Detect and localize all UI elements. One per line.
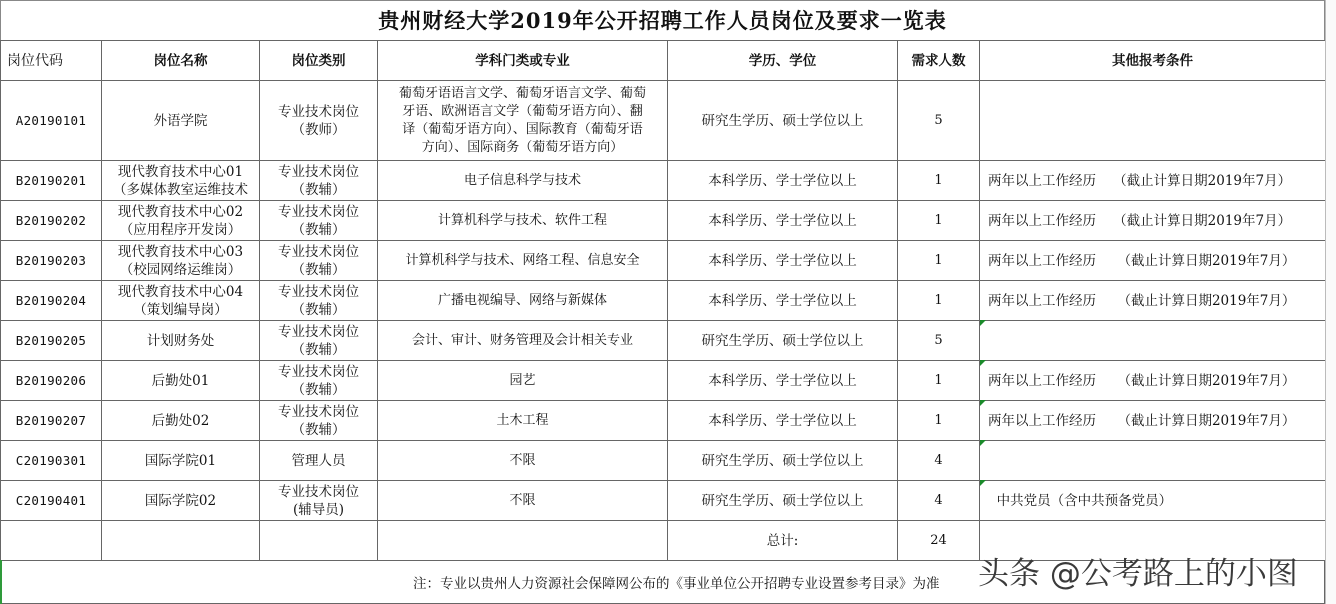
cell-category-line1: 专业技术岗位 (278, 203, 359, 220)
table-row (1, 481, 1326, 521)
table-row (1, 401, 1326, 441)
cell-count[interactable]: 1 (898, 361, 980, 401)
cell-category-line2: （教辅） (291, 261, 346, 278)
cell-other[interactable]: 两年以上工作经历 （截止计算日期2019年7月） (980, 281, 1326, 321)
cell-code[interactable]: B20190205 (1, 321, 102, 361)
cell-name-line2: （应用程序开发岗） (119, 221, 242, 238)
cell-other[interactable] (980, 321, 1326, 361)
cell-category-line2: （教师） (291, 121, 346, 138)
cell-category-line2: (辅导员) (292, 501, 345, 518)
cell-category[interactable] (260, 321, 378, 361)
cell-major[interactable] (378, 321, 668, 361)
comment-marker-icon (980, 480, 986, 486)
cell-name[interactable] (102, 361, 260, 401)
table-row (1, 201, 1326, 241)
watermark: 头条 @公考路上的小图 (978, 556, 1298, 592)
table-title: 贵州财经大学2019年公开招聘工作人员岗位及要求一览表 (0, 0, 1325, 40)
cell-code[interactable]: B20190202 (1, 201, 102, 241)
cell-major-line: 土木工程 (496, 412, 549, 428)
cell-category-line2: （教辅） (291, 301, 346, 318)
cell-degree[interactable]: 本科学历、学士学位以上 (668, 361, 898, 401)
comment-marker-icon (980, 360, 986, 366)
cell-count[interactable]: 1 (898, 241, 980, 281)
cell-category-line1: 专业技术岗位 (278, 363, 359, 380)
table-row (1, 441, 1326, 481)
cell-degree[interactable]: 研究生学历、硕士学位以上 (668, 81, 898, 161)
total-empty-cell[interactable] (378, 521, 668, 561)
cell-count[interactable]: 1 (898, 161, 980, 201)
header-count[interactable]: 需求人数 (898, 41, 980, 81)
cell-name[interactable] (102, 81, 260, 161)
cell-category[interactable] (260, 201, 378, 241)
cell-major[interactable] (378, 481, 668, 521)
cell-name-line2: （策划编导岗） (133, 301, 228, 318)
cell-category-line1: 专业技术岗位 (278, 103, 359, 120)
cell-category-line1: 专业技术岗位 (278, 243, 359, 260)
grid-edge (1325, 0, 1336, 604)
table-row (1, 241, 1326, 281)
cell-major-line: 牙语、欧洲语言文学（葡萄牙语方向）、翻 (402, 103, 643, 119)
cell-category-line2: （教辅） (291, 341, 346, 358)
cell-major[interactable] (378, 241, 668, 281)
cell-major-line: 电子信息科学与技术 (463, 172, 581, 188)
cell-code[interactable]: B20190204 (1, 281, 102, 321)
cell-major-line: 不限 (509, 452, 536, 468)
cell-category[interactable] (260, 481, 378, 521)
cell-other[interactable]: 两年以上工作经历 （截止计算日期2019年7月） (980, 241, 1326, 281)
cell-name[interactable] (102, 481, 260, 521)
cell-count[interactable]: 5 (898, 321, 980, 361)
cell-degree[interactable]: 本科学历、学士学位以上 (668, 281, 898, 321)
cell-degree[interactable]: 本科学历、学士学位以上 (668, 161, 898, 201)
header-other[interactable]: 其他报考条件 (980, 41, 1326, 81)
cell-count[interactable]: 4 (898, 441, 980, 481)
cell-code[interactable]: A20190101 (1, 81, 102, 161)
table-row (1, 81, 1326, 161)
cell-category[interactable] (260, 161, 378, 201)
cell-category-line1: 专业技术岗位 (278, 483, 359, 500)
cell-code[interactable]: C20190401 (1, 481, 102, 521)
cell-name[interactable] (102, 441, 260, 481)
cell-category-line1: 专业技术岗位 (278, 323, 359, 340)
cell-major[interactable] (378, 201, 668, 241)
cell-name-line1: 现代教育技术中心01 (117, 163, 244, 180)
table-row (1, 321, 1326, 361)
total-empty-cell[interactable] (1, 521, 102, 561)
header-degree[interactable]: 学历、学位 (668, 41, 898, 81)
total-label[interactable]: 总计: (668, 521, 898, 561)
selection-edge (0, 560, 2, 604)
cell-category[interactable] (260, 281, 378, 321)
cell-major[interactable] (378, 161, 668, 201)
cell-name-line2: （多媒体教室运维技术 (113, 181, 248, 198)
cell-major-line: 园艺 (509, 372, 536, 388)
cell-category[interactable] (260, 361, 378, 401)
cell-name[interactable] (102, 201, 260, 241)
cell-category[interactable] (260, 241, 378, 281)
cell-major-line: 广播电视编导、网络与新媒体 (437, 292, 607, 308)
cell-degree[interactable]: 本科学历、学士学位以上 (668, 241, 898, 281)
cell-major[interactable] (378, 81, 668, 161)
cell-name-line1: 现代教育技术中心03 (117, 243, 244, 260)
cell-category-line2: （教辅） (291, 221, 346, 238)
cell-category[interactable] (260, 441, 378, 481)
cell-major[interactable] (378, 401, 668, 441)
cell-count[interactable]: 5 (898, 81, 980, 161)
cell-major-line: 计算机科学与技术、软件工程 (437, 212, 607, 228)
cell-name-line2: （校园网络运维岗） (119, 261, 242, 278)
header-major[interactable]: 学科门类或专业 (378, 41, 668, 81)
cell-name[interactable] (102, 321, 260, 361)
cell-code[interactable]: B20190207 (1, 401, 102, 441)
comment-marker-icon (980, 400, 986, 406)
cell-major[interactable] (378, 361, 668, 401)
cell-count[interactable]: 4 (898, 481, 980, 521)
cell-name[interactable] (102, 241, 260, 281)
cell-category[interactable] (260, 401, 378, 441)
cell-category-line2: （教辅） (291, 421, 346, 438)
cell-major-line: 会计、审计、财务管理及会计相关专业 (411, 332, 633, 348)
header-code[interactable]: 岗位代码 (1, 41, 102, 81)
cell-category[interactable] (260, 81, 378, 161)
cell-category-line1: 专业技术岗位 (278, 163, 359, 180)
total-empty-cell[interactable] (260, 521, 378, 561)
footnote: 注：专业以贵州人力资源社会保障网公布的《事业单位公开招聘专业设置参考目录》为准 (413, 576, 940, 592)
cell-other[interactable]: 两年以上工作经历 （截止计算日期2019年7月） (980, 201, 1326, 241)
cell-name[interactable] (102, 401, 260, 441)
cell-category-line1: 管理人员 (291, 452, 346, 469)
cell-major-line: 译（葡萄牙语方向）、国际教育（葡萄牙语 (402, 121, 643, 137)
cell-name[interactable] (102, 161, 260, 201)
header-name[interactable]: 岗位名称 (102, 41, 260, 81)
cell-count[interactable]: 1 (898, 281, 980, 321)
cell-count[interactable]: 1 (898, 201, 980, 241)
cell-category-line2: （教辅） (291, 181, 346, 198)
total-count[interactable]: 24 (898, 521, 980, 561)
cell-major[interactable] (378, 281, 668, 321)
header-row (1, 41, 1326, 81)
cell-degree[interactable]: 本科学历、学士学位以上 (668, 201, 898, 241)
cell-name-line1: 后勤处01 (151, 372, 210, 389)
cell-name-line1: 现代教育技术中心02 (117, 203, 244, 220)
cell-major[interactable] (378, 441, 668, 481)
cell-name[interactable] (102, 281, 260, 321)
cell-major-line: 葡萄牙语语言文学、葡萄牙语言文学、葡萄 (398, 85, 646, 101)
cell-code[interactable]: C20190301 (1, 441, 102, 481)
cell-degree[interactable]: 本科学历、学士学位以上 (668, 401, 898, 441)
cell-count[interactable]: 1 (898, 401, 980, 441)
cell-name-line1: 计划财务处 (146, 332, 215, 349)
cell-code[interactable]: B20190201 (1, 161, 102, 201)
cell-category-line2: （教辅） (291, 381, 346, 398)
cell-name-line1: 后勤处02 (151, 412, 210, 429)
total-empty-cell[interactable] (102, 521, 260, 561)
cell-code[interactable]: B20190206 (1, 361, 102, 401)
table-row (1, 281, 1326, 321)
cell-degree[interactable]: 研究生学历、硕士学位以上 (668, 321, 898, 361)
cell-major-line: 方向）、国际商务（葡萄牙语方向） (421, 139, 624, 155)
cell-degree[interactable]: 研究生学历、硕士学位以上 (668, 481, 898, 521)
cell-other[interactable] (980, 81, 1326, 161)
cell-category-line1: 专业技术岗位 (278, 283, 359, 300)
table-row (1, 161, 1326, 201)
cell-other[interactable]: 中共党员（含中共预备党员） (980, 481, 1326, 521)
cell-degree[interactable]: 研究生学历、硕士学位以上 (668, 441, 898, 481)
cell-code[interactable]: B20190203 (1, 241, 102, 281)
cell-other[interactable]: 两年以上工作经历 （截止计算日期2019年7月） (980, 401, 1326, 441)
cell-major-line: 不限 (509, 492, 536, 508)
cell-name-line1: 现代教育技术中心04 (117, 283, 244, 300)
comment-marker-icon (980, 320, 986, 326)
comment-marker-icon (980, 440, 986, 446)
positions-table (0, 40, 1326, 561)
cell-other[interactable] (980, 441, 1326, 481)
cell-major-line: 计算机科学与技术、网络工程、信息安全 (405, 252, 640, 268)
table-row (1, 361, 1326, 401)
cell-other[interactable]: 两年以上工作经历 （截止计算日期2019年7月） (980, 361, 1326, 401)
header-category[interactable]: 岗位类别 (260, 41, 378, 81)
cell-other[interactable]: 两年以上工作经历 （截止计算日期2019年7月） (980, 161, 1326, 201)
cell-name-line1: 国际学院01 (144, 452, 217, 469)
cell-name-line1: 国际学院02 (144, 492, 217, 509)
cell-name-line1: 外语学院 (153, 112, 208, 129)
cell-category-line1: 专业技术岗位 (278, 403, 359, 420)
